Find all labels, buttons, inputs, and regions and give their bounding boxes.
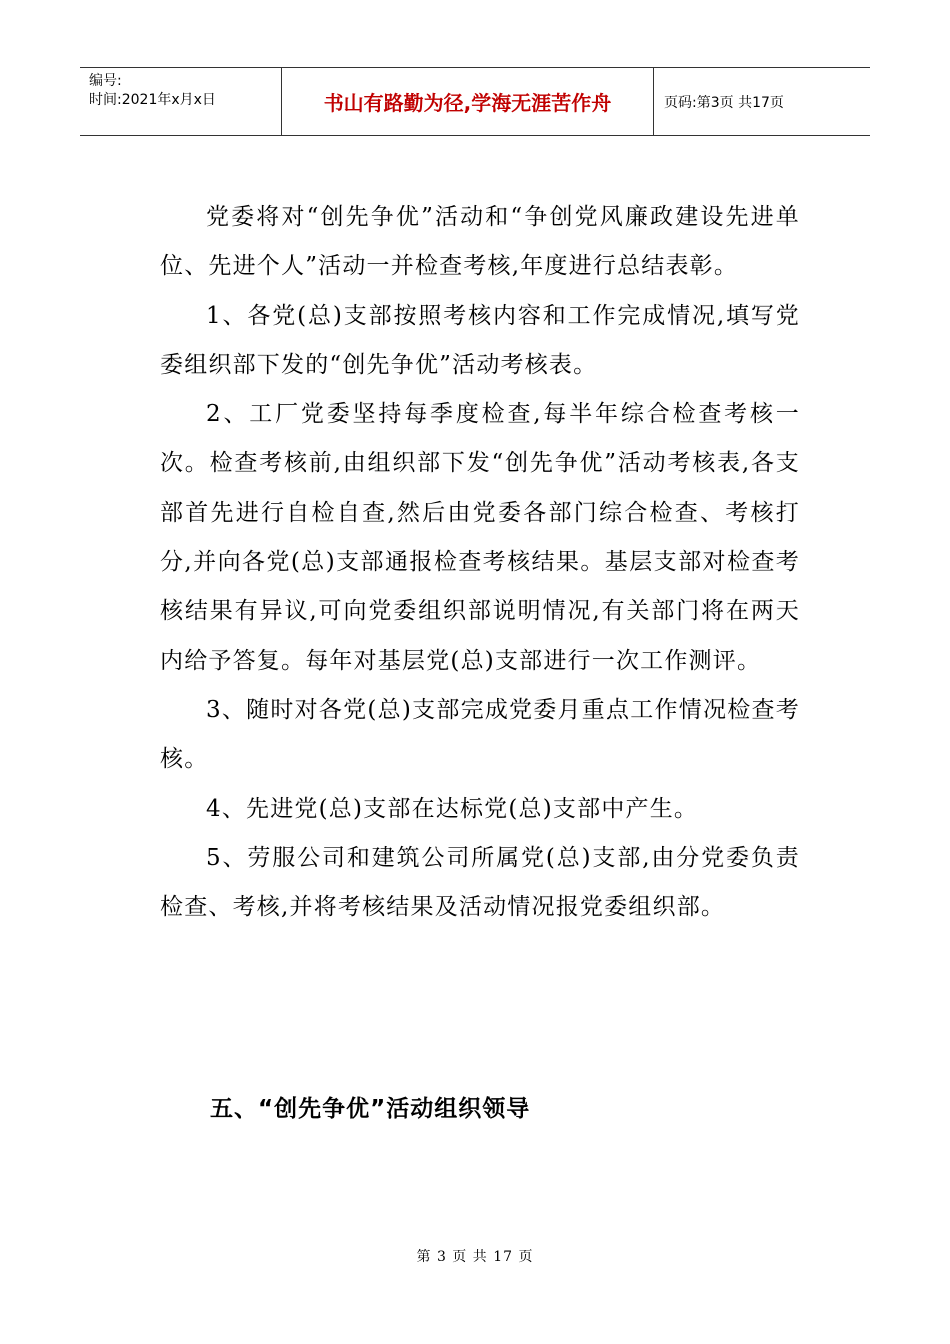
doc-time-label: 时间:2021年x月x日 [89,92,216,108]
page-header [80,67,870,136]
section-heading: 五、“创先争优”活动组织领导 [210,1096,531,1122]
paragraph-item-1: 1、各党(总)支部按照考核内容和工作完成情况,填写党委组织部下发的“创先争优”活动考核表。 [160,302,800,378]
header-slogan: 书山有路勤为径,学海无涯苦作舟 [282,68,654,135]
paragraph-item-4: 4、先进党(总)支部在达标党(总)支部中产生。 [206,795,699,822]
paragraph-item-5: 5、劳服公司和建筑公司所属党(总)支部,由分党委负责检查、考核,并将考核结果及活动情况报党委组织部。 [160,844,800,921]
paragraph-item-2: 2、工厂党委坚持每季度检查,每半年综合检查考核一次。检查考核前,由组织部下发“创先争优”活动考核表,各支部首先进行自检自查,然后由党委各部门综合检查、考核打分,并向各党(总)支部通报检查考核结果。基层支部对检查考核结果有异议,可向党委组织部说明情况,有关部门将在两天内给予答复。每年对基层党(总)支部进行一次工作测评。 [160,401,800,674]
page-footer: 第 3 页 共 17 页 [416,1249,534,1265]
paragraph-intro: 党委将对“创先争优”活动和“争创党风廉政建设先进单位、先进个人”活动一并检查考核,年度进行总结表彰。 [160,204,800,280]
doc-number-label: 编号: [89,73,122,89]
paragraph-item-3: 3、随时对各党(总)支部完成党委月重点工作情况检查考核。 [160,696,800,773]
header-meta [80,68,282,135]
document-body [160,193,800,932]
header-page-info: 页码:第3页 共17页 [664,94,784,111]
